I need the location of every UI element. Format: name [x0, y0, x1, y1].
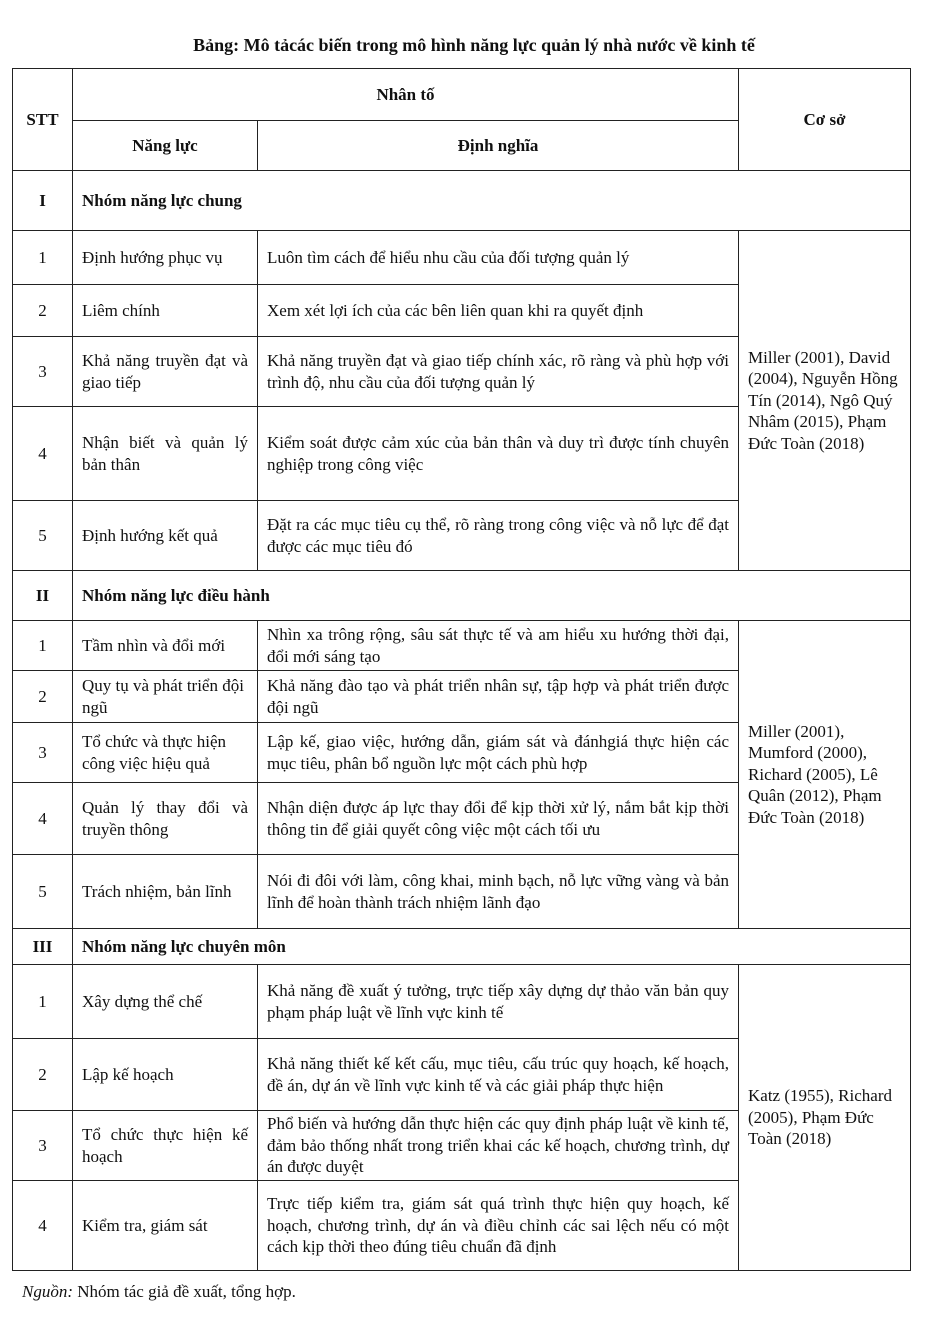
competency-definition: Lập kế, giao việc, hướng dẫn, giám sát và đánhgiá thực hiện các mục tiêu, phân bổ nguồn lực một cách phù hợp [258, 723, 739, 783]
competency-definition: Xem xét lợi ích của các bên liên quan khi ra quyết định [258, 285, 739, 337]
competency-definition: Khả năng truyền đạt và giao tiếp chính xác, rõ ràng và phù hợp với trình độ, nhu cầu của đối tượng quản lý [258, 337, 739, 407]
competency-definition: Nói đi đôi với làm, công khai, minh bạch, nỗ lực vững vàng và bản lĩnh để hoàn thành trách nhiệm lãnh đạo [258, 855, 739, 929]
row-number: 1 [13, 231, 73, 285]
competency-definition: Phổ biến và hướng dẫn thực hiện các quy định pháp luật về kinh tế, đảm bảo thống nhất trong triển khai các kế hoạch, chương trình, dự án được duyệt [258, 1111, 739, 1181]
competency-name: Nhận biết và quản lý bản thân [73, 407, 258, 501]
competency-definition: Khả năng đề xuất ý tưởng, trực tiếp xây dựng dự thảo văn bản quy phạm pháp luật về lĩnh vực kinh tế [258, 965, 739, 1039]
competency-name: Lập kế hoạch [73, 1039, 258, 1111]
competency-definition: Nhìn xa trông rộng, sâu sát thực tế và am hiểu xu hướng thời đại, đổi mới sáng tạo [258, 621, 739, 671]
source-note [22, 1281, 296, 1303]
row-number: 4 [13, 1181, 73, 1271]
row-number: 3 [13, 1111, 73, 1181]
group-number: II [13, 571, 73, 621]
competency-name: Quản lý thay đổi và truyền thông [73, 783, 258, 855]
group-name: Nhóm năng lực điều hành [73, 571, 911, 621]
group-name: Nhóm năng lực chung [73, 171, 911, 231]
row-number: 4 [13, 407, 73, 501]
table-row [13, 231, 911, 285]
competency-name: Tầm nhìn và đổi mới [73, 621, 258, 671]
group-number: I [13, 171, 73, 231]
competency-name: Xây dựng thể chế [73, 965, 258, 1039]
competency-definition: Kiểm soát được cảm xúc của bản thân và duy trì được tính chuyên nghiệp trong công việc [258, 407, 739, 501]
competency-name: Quy tụ và phát triển đội ngũ [73, 671, 258, 723]
competency-definition: Đặt ra các mục tiêu cụ thể, rõ ràng trong công việc và nỗ lực để đạt được các mục tiêu đó [258, 501, 739, 571]
header-stt: STT [13, 69, 73, 171]
source-cell: Katz (1955), Richard (2005), Phạm Đức Toàn (2018) [739, 965, 911, 1271]
variables-table [12, 68, 911, 1271]
source-note-label: Nguồn: [22, 1282, 73, 1301]
row-number: 1 [13, 965, 73, 1039]
header-row-1 [13, 69, 911, 121]
competency-name: Kiểm tra, giám sát [73, 1181, 258, 1271]
group-row [13, 171, 911, 231]
row-number: 2 [13, 671, 73, 723]
row-number: 2 [13, 285, 73, 337]
competency-name: Trách nhiệm, bản lĩnh [73, 855, 258, 929]
group-name: Nhóm năng lực chuyên môn [73, 929, 911, 965]
row-number: 5 [13, 501, 73, 571]
competency-definition: Khả năng đào tạo và phát triển nhân sự, tập hợp và phát triển được đội ngũ [258, 671, 739, 723]
competency-name: Khả năng truyền đạt và giao tiếp [73, 337, 258, 407]
competency-definition: Nhận diện được áp lực thay đổi để kịp thời xử lý, nắm bắt kịp thời thông tin để giải quyết công việc một cách tối ưu [258, 783, 739, 855]
competency-name: Tổ chức và thực hiện công việc hiệu quả [73, 723, 258, 783]
row-number: 4 [13, 783, 73, 855]
source-cell: Miller (2001), Mumford (2000), Richard (2005), Lê Quân (2012), Phạm Đức Toàn (2018) [739, 621, 911, 929]
group-number: III [13, 929, 73, 965]
competency-name: Liêm chính [73, 285, 258, 337]
competency-definition: Trực tiếp kiểm tra, giám sát quá trình thực hiện quy hoạch, kế hoạch, chương trình, dự án và điều chỉnh các sai lệch nếu có một cách kịp thời theo đúng tiêu chuẩn đã định [258, 1181, 739, 1271]
table-row [13, 621, 911, 671]
header-co-so: Cơ sở [739, 69, 911, 171]
row-number: 3 [13, 337, 73, 407]
competency-name: Tổ chức thực hiện kế hoạch [73, 1111, 258, 1181]
competency-name: Định hướng kết quả [73, 501, 258, 571]
competency-definition: Luôn tìm cách để hiểu nhu cầu của đối tượng quản lý [258, 231, 739, 285]
competency-definition: Khả năng thiết kế kết cấu, mục tiêu, cấu trúc quy hoạch, kế hoạch, đề án, dự án về lĩnh vực kinh tế và các giải pháp thực hiện [258, 1039, 739, 1111]
source-note-text: Nhóm tác giả đề xuất, tổng hợp. [73, 1282, 296, 1301]
row-number: 5 [13, 855, 73, 929]
row-number: 2 [13, 1039, 73, 1111]
header-nang-luc: Năng lực [73, 121, 258, 171]
row-number: 1 [13, 621, 73, 671]
table-row [13, 965, 911, 1039]
table-title: Bảng: Mô tảcác biến trong mô hình năng lực quản lý nhà nước về kinh tế [193, 35, 755, 55]
group-row [13, 571, 911, 621]
source-cell: Miller (2001), David (2004), Nguyễn Hồng Tín (2014), Ngô Quý Nhâm (2015), Phạm Đức Toàn (2018) [739, 231, 911, 571]
group-row [13, 929, 911, 965]
competency-name: Định hướng phục vụ [73, 231, 258, 285]
header-dinh-nghia: Định nghĩa [258, 121, 739, 171]
row-number: 3 [13, 723, 73, 783]
header-nhan-to: Nhân tố [73, 69, 739, 121]
